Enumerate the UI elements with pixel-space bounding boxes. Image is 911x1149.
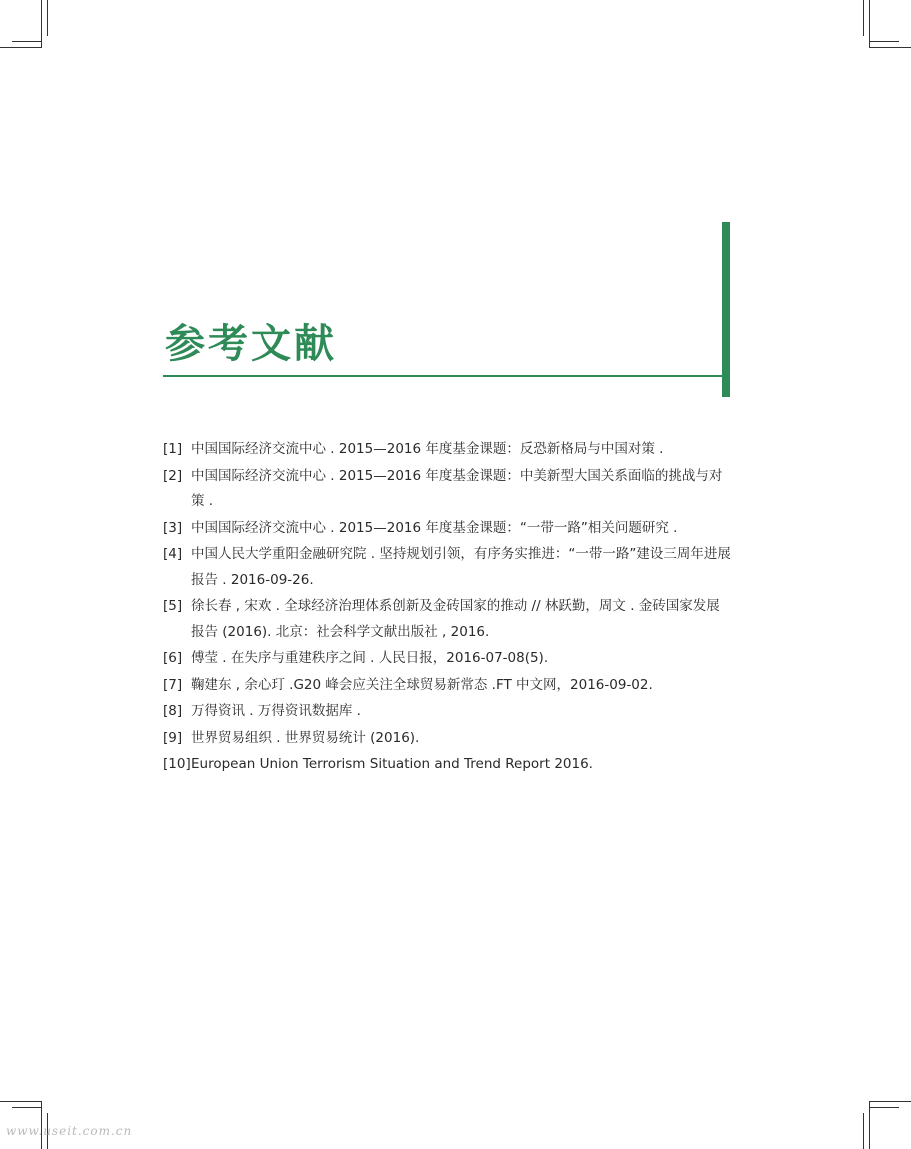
crop-mark-top-right-horizontal bbox=[869, 47, 911, 48]
reference-item bbox=[163, 464, 731, 515]
crop-mark-bottom-right-vertical bbox=[869, 1101, 870, 1149]
reference-item bbox=[163, 673, 731, 699]
reference-number: [6] bbox=[163, 650, 183, 666]
crop-mark-bottom-right-inner-vertical bbox=[863, 1113, 864, 1149]
watermark: www.useit.com.cn bbox=[6, 1124, 133, 1138]
crop-mark-bottom-left-inner-horizontal bbox=[12, 1107, 42, 1108]
reference-text: 徐长春 , 宋欢 . 全球经济治理体系创新及金砖国家的推动 // 林跃勤，周文 . 金砖国家发展报告 (2016). 北京：社会科学文献出版社 , 2016. bbox=[191, 598, 720, 640]
reference-item bbox=[163, 594, 731, 645]
reference-item bbox=[163, 516, 731, 542]
reference-text: 中国国际经济交流中心 . 2015—2016 年度基金课题：“一带一路”相关问题研究 . bbox=[191, 519, 678, 536]
crop-mark-top-left-horizontal bbox=[0, 47, 42, 48]
reference-list bbox=[163, 437, 731, 779]
page-title: 参考文献 bbox=[165, 321, 337, 367]
reference-number: [10] bbox=[163, 756, 191, 772]
reference-number: [7] bbox=[163, 676, 183, 693]
reference-item bbox=[163, 752, 731, 778]
reference-item bbox=[163, 646, 731, 672]
reference-text: 中国国际经济交流中心 . 2015—2016 年度基金课题：中美新型大国关系面临的挑战与对策 . bbox=[191, 467, 723, 509]
reference-number: [8] bbox=[163, 703, 183, 719]
crop-mark-top-left-inner-horizontal bbox=[12, 41, 42, 42]
reference-text: 傅莹 . 在失序与重建秩序之间 . 人民日报，2016-07-08(5). bbox=[191, 650, 549, 666]
reference-item bbox=[163, 542, 731, 593]
title-underline bbox=[163, 375, 723, 377]
reference-item bbox=[163, 437, 731, 463]
reference-number: [4] bbox=[163, 546, 183, 562]
reference-text: 中国人民大学重阳金融研究院 . 坚持规划引领，有序务实推进：“一带一路”建设三周年进展报告 . 2016-09-26. bbox=[191, 546, 731, 588]
reference-text: 中国国际经济交流中心 . 2015—2016 年度基金课题：反恐新格局与中国对策 . bbox=[191, 441, 664, 457]
reference-number: [5] bbox=[163, 598, 183, 614]
reference-number: [2] bbox=[163, 467, 183, 484]
crop-mark-bottom-left-horizontal bbox=[0, 1101, 42, 1102]
crop-mark-top-right-inner-vertical bbox=[863, 0, 864, 36]
crop-mark-top-left-inner-vertical bbox=[47, 0, 48, 36]
reference-item bbox=[163, 726, 731, 752]
reference-number: [9] bbox=[163, 729, 183, 746]
crop-mark-top-right-inner-horizontal bbox=[869, 41, 899, 42]
title-accent-bar bbox=[722, 222, 730, 397]
reference-item bbox=[163, 699, 731, 725]
reference-text: European Union Terrorism Situation and Trend Report 2016. bbox=[191, 756, 593, 772]
crop-mark-bottom-right-inner-horizontal bbox=[869, 1107, 899, 1108]
reference-number: [1] bbox=[163, 441, 183, 457]
reference-number: [3] bbox=[163, 519, 183, 536]
reference-text: 世界贸易组织 . 世界贸易统计 (2016). bbox=[191, 729, 420, 746]
reference-text: 鞠建东 , 余心玎 .G20 峰会应关注全球贸易新常态 .FT 中文网，2016-09-02. bbox=[191, 676, 653, 693]
reference-text: 万得资讯 . 万得资讯数据库 . bbox=[191, 703, 361, 719]
crop-mark-bottom-right-horizontal bbox=[869, 1101, 911, 1102]
